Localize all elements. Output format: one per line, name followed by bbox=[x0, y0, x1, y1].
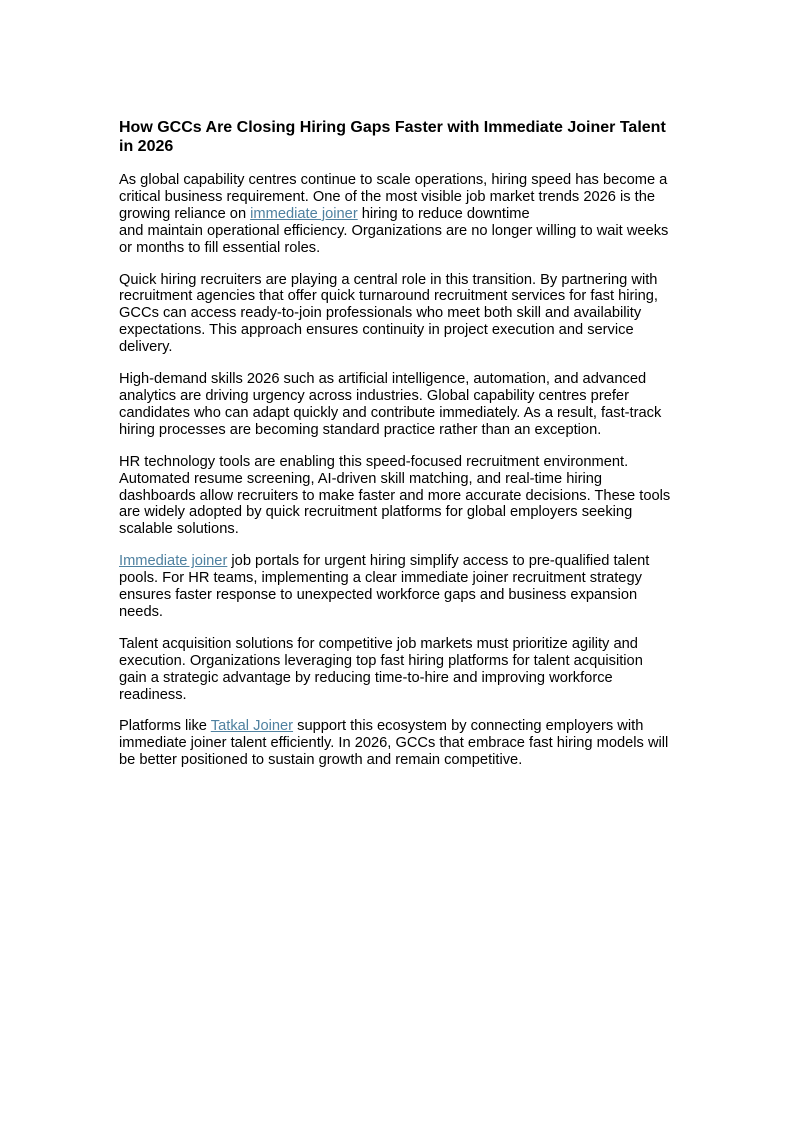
document-body bbox=[119, 172, 674, 769]
text-run: support this ecosystem by connecting employers with immediate joiner talent efficiently. In 2026, GCCs that embrace fast hiring models will be better positioned to sustain growth and remain competitive. bbox=[119, 718, 669, 769]
link-immediate-joiner[interactable]: immediate joiner bbox=[250, 205, 358, 222]
paragraph bbox=[119, 454, 674, 539]
text-run: hiring to reduce downtime bbox=[357, 205, 530, 222]
paragraph bbox=[119, 718, 674, 769]
paragraph bbox=[119, 172, 674, 257]
text-run: job portals for urgent hiring simplify access to pre-qualified talent pools. For HR teams, implementing a clear immediate joiner recruitment strategy ensures faster response to unexpected workforce gaps and business expansion needs. bbox=[119, 553, 650, 620]
paragraph bbox=[119, 272, 674, 357]
text-run: Talent acquisition solutions for competitive job markets must prioritize agility and execution. Organizations leveraging top fast hiring platforms for talent acquisition gain a strategic advantage by reducing time-to-hire and improving workforce readiness. bbox=[119, 635, 643, 703]
text-run: High-demand skills 2026 such as artificial intelligence, automation, and advanced analytics are driving urgency across industries. Global capability centres prefer candidates who can adapt quickly and contribute immediately. As a result, fast-track hiring processes are becoming standard practice rather than an exception. bbox=[119, 371, 662, 438]
document-heading: How GCCs Are Closing Hiring Gaps Faster with Immediate Joiner Talent in 2026 bbox=[119, 119, 666, 155]
paragraph bbox=[119, 636, 674, 704]
text-run: As global capability centres continue to scale operations, hiring speed has become a critical business requirement. One of the most visible job market trends 2026 is the growing reliance on bbox=[119, 172, 668, 222]
text-run: and maintain operational efficiency. Organizations are no longer willing to wait weeks or months to fill essential roles. bbox=[119, 222, 669, 256]
link-immediate-joiner[interactable]: Immediate joiner bbox=[119, 553, 228, 570]
text-run: HR technology tools are enabling this speed-focused recruitment environment. Automated resume screening, AI-driven skill matching, and real-time hiring dashboards allow recruiters to make faster and more accurate decisions. These tools are widely adopted by quick recruitment platforms for global employers seeking scalable solutions. bbox=[119, 453, 671, 538]
text-run: Platforms like bbox=[119, 718, 211, 735]
paragraph bbox=[119, 371, 674, 439]
link-tatkal-joiner[interactable]: Tatkal Joiner bbox=[210, 718, 294, 735]
text-run: Quick hiring recruiters are playing a central role in this transition. By partnering with recruitment agencies that offer quick turnaround recruitment services for fast hiring, GCCs can access ready-to-join professionals who meet both skill and availability expectations. This approach ensures continuity in project execution and service delivery. bbox=[119, 271, 659, 356]
paragraph bbox=[119, 553, 674, 621]
